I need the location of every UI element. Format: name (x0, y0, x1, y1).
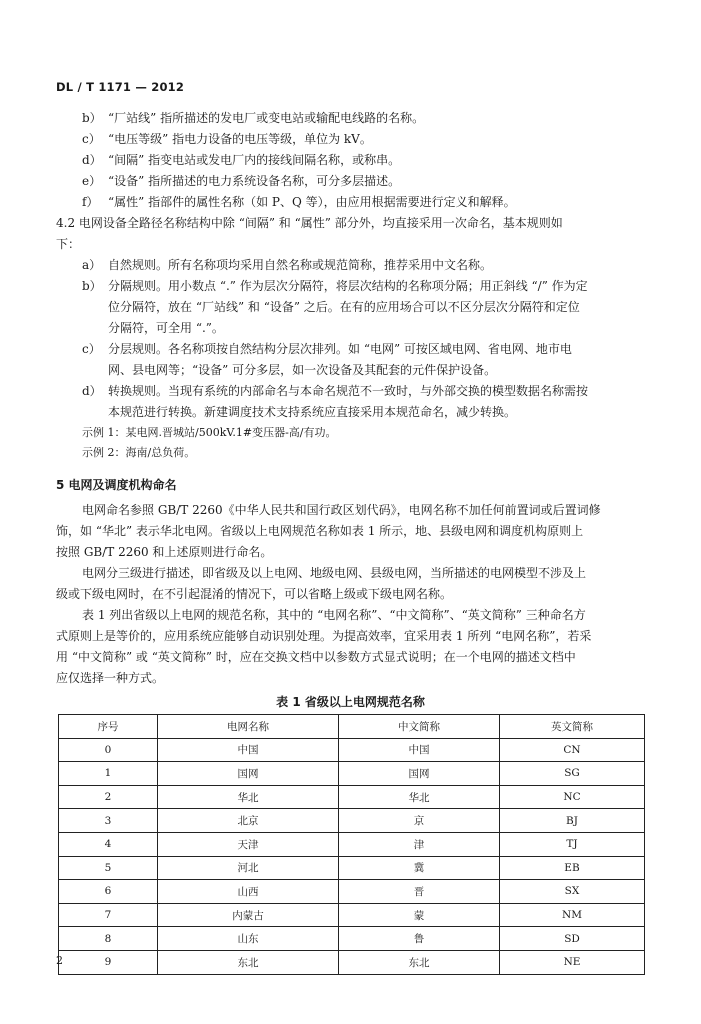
table-row (59, 903, 645, 927)
table-cell: 鲁 (339, 927, 500, 951)
table-cell: NE (500, 950, 645, 974)
table-cell: 6 (59, 880, 158, 904)
table-cell: 2 (59, 785, 158, 809)
list-item: b） “厂站线” 指所描述的发电厂或变电站或输配电线路的名称。 (82, 111, 425, 125)
column-header: 英文简称 (500, 715, 645, 739)
table-row (59, 950, 645, 974)
paragraph-line: 表 1 列出省级以上电网的规范名称，其中的 “电网名称”、“中文简称”、“英文简称” 三种命名方 (82, 608, 586, 622)
list-item: d） “间隔” 指变电站或发电厂内的接线间隔名称，或称串。 (82, 153, 401, 167)
table-cell: 山东 (158, 927, 339, 951)
table-cell: 河北 (158, 856, 339, 880)
table-cell: EB (500, 856, 645, 880)
table-cell: 东北 (158, 950, 339, 974)
column-header: 电网名称 (158, 715, 339, 739)
table-row (59, 880, 645, 904)
list-item-continuation: 位分隔符，放在 “厂站线” 和 “设备” 之后。在有的应用场合可以不区分层次分隔符和定位 (108, 300, 580, 314)
paragraph-line: 用 “中文简称” 或 “英文简称” 时，应在交换文档中以参数方式显式说明；在一个电网的描述文档中 (56, 650, 576, 664)
paragraph-line: 按照 GB/T 2260 和上述原则进行命名。 (56, 545, 273, 559)
table-cell: 9 (59, 950, 158, 974)
table-cell: 天津 (158, 832, 339, 856)
list-item: c） 分层规则。各名称项按自然结构分层次排列。如 “电网” 可按区域电网、省电网、地市电 (82, 342, 572, 356)
paragraph-line: 电网命名参照 GB/T 2260《中华人民共和国行政区划代码》，电网名称不加任何前置词或后置词修 (82, 503, 601, 517)
clause-4-2-line: 下： (56, 237, 81, 251)
list-item: e） “设备” 指所描述的电力系统设备名称，可分多层描述。 (82, 174, 401, 188)
table-cell: 8 (59, 927, 158, 951)
list-item: a） 自然规则。所有名称项均采用自然名称或规范简称，推荐采用中文名称。 (82, 258, 493, 272)
table-row (59, 762, 645, 786)
table-cell: 0 (59, 738, 158, 762)
list-item: d） 转换规则。当现有系统的内部命名与本命名规范不一致时，与外部交换的模型数据名称需按 (82, 384, 589, 398)
clause-4-2-line: 4.2 电网设备全路径名称结构中除 “间隔” 和 “属性” 部分外，均直接采用一次命名，基本规则如 (56, 216, 563, 230)
table-cell: 5 (59, 856, 158, 880)
table-cell: 蒙 (339, 903, 500, 927)
table-cell: 中国 (339, 738, 500, 762)
table-caption: 表 1 省级以上电网规范名称 (276, 695, 425, 709)
table-cell: SG (500, 762, 645, 786)
list-item: f） “属性” 指部件的属性名称（如 P、Q 等），由应用根据需要进行定义和解释。 (82, 195, 516, 209)
table-cell: SD (500, 927, 645, 951)
table-row (59, 809, 645, 833)
table-row (59, 785, 645, 809)
paragraph-line: 电网分三级进行描述，即省级及以上电网、地级电网、县级电网，当所描述的电网模型不涉及上 (82, 566, 587, 580)
table-cell: 华北 (158, 785, 339, 809)
table-cell: 京 (339, 809, 500, 833)
table-cell: 1 (59, 762, 158, 786)
table-cell: 冀 (339, 856, 500, 880)
list-item-continuation: 分隔符，可全用 “.”。 (108, 321, 224, 335)
list-item-continuation: 网、县电网等；“设备” 可分多层，如一次设备及其配套的元件保护设备。 (108, 363, 497, 377)
table-cell: 4 (59, 832, 158, 856)
table-cell: NM (500, 903, 645, 927)
example-1: 示例 1：某电网.晋城站/500kV.1#变压器-高/有功。 (82, 426, 337, 439)
example-2: 示例 2：海南/总负荷。 (82, 446, 196, 459)
paragraph-line: 级或下级电网时，在不引起混淆的情况下，可以省略上级或下级电网名称。 (56, 587, 453, 601)
table-header-row (59, 715, 645, 739)
table-cell: 3 (59, 809, 158, 833)
list-item-continuation: 本规范进行转换。新建调度技术支持系统应直接采用本规范命名，减少转换。 (108, 405, 517, 419)
column-header: 中文简称 (339, 715, 500, 739)
paragraph-line: 饰，如 “华北” 表示华北电网。省级以上电网规范名称如表 1 所示，地、县级电网和调度机构原则上 (56, 524, 584, 538)
table-cell: 国网 (158, 762, 339, 786)
table-row (59, 927, 645, 951)
table-row (59, 738, 645, 762)
table-row (59, 856, 645, 880)
table-cell: BJ (500, 809, 645, 833)
table-cell: SX (500, 880, 645, 904)
section-heading: 5 电网及调度机构命名 (56, 478, 177, 492)
list-item: c） “电压等级” 指电力设备的电压等级，单位为 kV。 (82, 132, 372, 146)
table-cell: 北京 (158, 809, 339, 833)
table-cell: 国网 (339, 762, 500, 786)
table-cell: CN (500, 738, 645, 762)
document-code: DL / T 1171 — 2012 (56, 80, 185, 94)
table-cell: 内蒙古 (158, 903, 339, 927)
paragraph-line: 式原则上是等价的，应用系统应能够自动识别处理。为提高效率，宜采用表 1 所列 “电网名称”，若采 (56, 629, 592, 643)
paragraph-line: 应仅选择一种方式。 (56, 671, 165, 685)
table-cell: 津 (339, 832, 500, 856)
table-cell: NC (500, 785, 645, 809)
table-cell: TJ (500, 832, 645, 856)
grid-name-table (58, 714, 645, 975)
table-cell: 华北 (339, 785, 500, 809)
table-cell: 东北 (339, 950, 500, 974)
list-item: b） 分隔规则。用小数点 “.” 作为层次分隔符，将层次结构的名称项分隔；用正斜线 “/” 作为定 (82, 279, 588, 293)
table-cell: 中国 (158, 738, 339, 762)
table-row (59, 832, 645, 856)
table-cell: 山西 (158, 880, 339, 904)
column-header: 序号 (59, 715, 158, 739)
page-number: 2 (56, 954, 63, 967)
table-cell: 7 (59, 903, 158, 927)
table-cell: 晋 (339, 880, 500, 904)
